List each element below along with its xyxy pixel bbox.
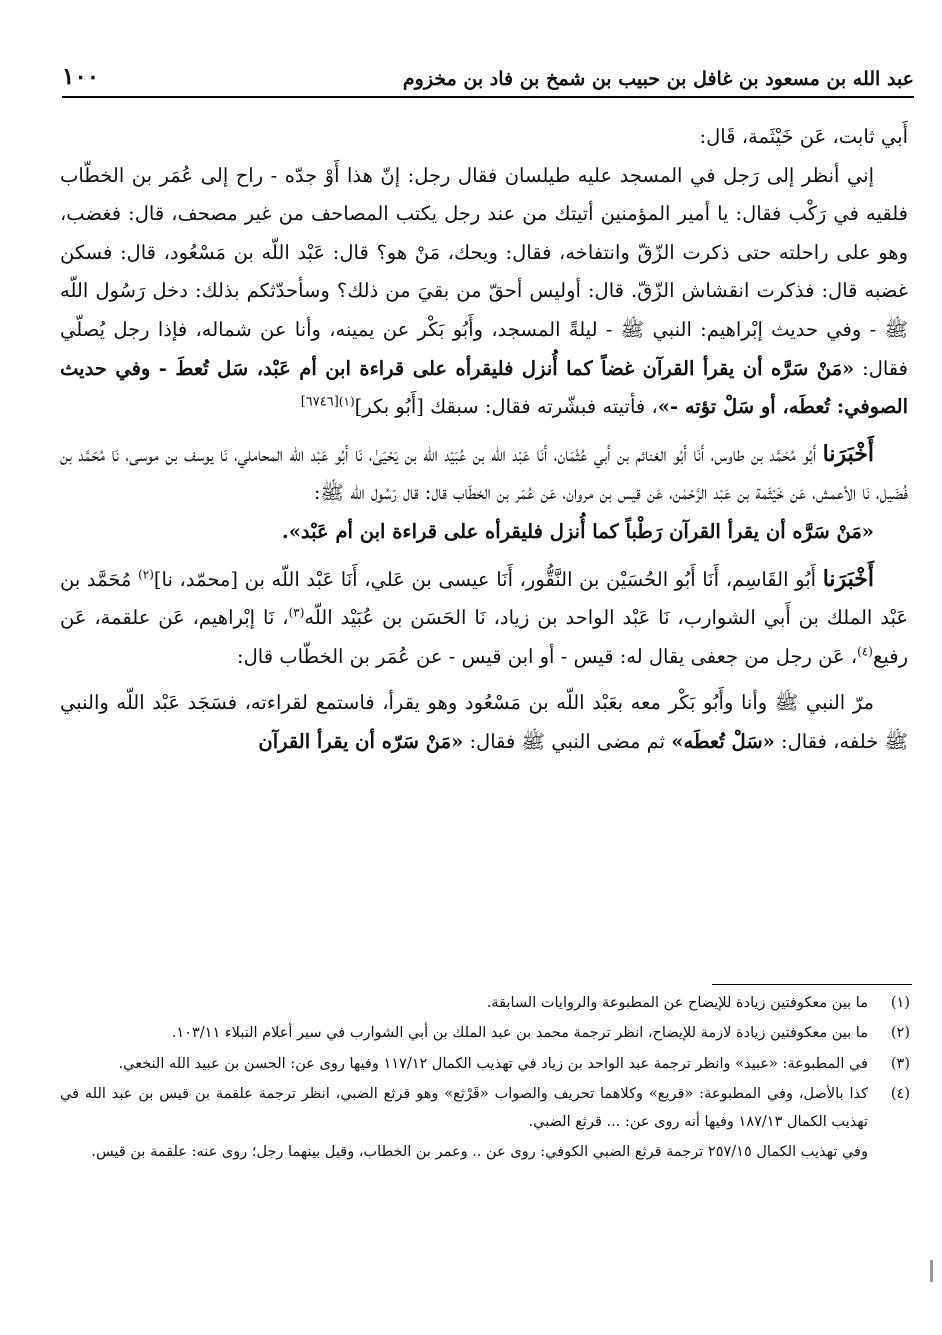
footnote-number: (١) — [890, 995, 910, 1011]
paragraph-1: أَبي ثابت، عَن خَيْثَمة، قَال: — [699, 125, 908, 148]
paragraph-2 — [60, 157, 908, 427]
isnad-lead: أَخْبَرَنا — [822, 565, 875, 592]
hadith-quote: «مَنْ سَرَّه أن يقرأ القرآن غضاً كما أُنزل فليقرأه على قراءة ابن أم عَبْد، سَل تُعطَ - وفي حديث الصوفي: تُعطَه، أو سَلْ تؤته -» — [60, 356, 908, 419]
footnote-text: ما بين معكوفتين زيادة للإيضاح عن المطبوعة والروايات السابقة. — [486, 995, 868, 1011]
footnote-continuation: وفي تهذيب الكمال ٢٥٧/١٥ ترجمة قرثع الضبي الكوفي: روى عن .. وعمر بن الخطاب، وقيل بينهما رجل؛ روى عنه: علقمة بن قيس. — [91, 1144, 868, 1161]
footnote — [60, 1051, 910, 1078]
reference-number: [٦٧٤٦] — [300, 394, 339, 410]
isnad-text-d: ، عَن رجل من جعفى يقال له: قيس - أو ابن قيس - عن عُمَر بن الخطّاب قال: — [237, 644, 858, 668]
footnote — [60, 990, 910, 1017]
footnote-number: (٢) — [890, 1025, 910, 1042]
running-title: عبد الله بن مسعود بن غافل بن حبيب بن شمخ بن فاد بن مخزوم — [402, 68, 914, 90]
footnote-ref-2: (٢) — [138, 567, 154, 582]
footnote-divider — [712, 984, 912, 985]
footnotes — [60, 990, 910, 1166]
isnad-text: أَبُو مُحَمَّد بن طاوس، أَنَا أَبُو الغنائم بن أَبي عُثْمَان، أَنَا عَبْد اللّه بن عُبَيْد اللّه بن يَحْيَىٰ، نَا أَبُو عَبْد اللّه المحاملي، نَا يوسف بن موسى، نَا مُحَمَّد بن فُضَيل، نَا الأعمش، عَن خَيْثَمة بن عَبْد الرَّحْمٰن، عَن قيس بن مروان، عَن عُمَر بن الخطّاب قال: قال رَسُول اللّه ﷺ: — [60, 442, 908, 505]
narration-text: إني أنظر إلى رَجل في المسجد عليه طيلسان فقال رجل: إنّ هذا أَوْ جدّه - راح إلى عُمَر بن الخطّاب فلقيه في رَكْب فقال: يا أمير المؤمنين أتيتك من عند رجل يكتب المصاحف من غير مصحف، قال: فغضب، وهو على راحلته حتى ذكرت الزّقّ وانتفاخه، فقال: ويحك، مَنْ هو؟ قال: عَبْد اللّه بن مَسْعُود، قال: فسكن غضبه قال: فذكرت انقشاش الزّقّ. قال: أوليس أحقّ من بقيَ من ذلك؟ وسأحدّثكم بذلك: دخل رَسُول اللّه ﷺ - وفي حديث إبْراهيم: النبي ﷺ - ليلةً المسجد، وأَبُو بَكْر عن يمينه، وأنا عن شماله، فإذا رجل يُصلّي فقال: — [60, 163, 908, 380]
footnote-ref-1: (١) — [338, 394, 355, 409]
paragraph-6 — [60, 684, 908, 761]
hadith-quote-short: «سَلْ تُعطَه» — [671, 729, 775, 753]
narration-text: مرّ النبي ﷺ وأنا وأَبُو بَكْر معه بعَبْد اللّه بن مَسْعُود وهو يقرأ، فاستمع لقراءته، فسَجَد عَبْد اللّه والنبي ﷺ خلفه، فقال: — [60, 691, 908, 753]
hadith-quote-start: «مَنْ سَرّه أن يقرأ القرآن — [258, 729, 464, 753]
isnad-lead: أَخْبَرَنا — [822, 440, 874, 467]
isnad-text-a: أَبُو القَاسِم، أَنَا أَبُو الحُسَيْن بن النَّقُّور، أَنَا عيسى بن عَلي، أَنَا عَبْد اللّه بن [محمّد، نا] — [153, 567, 823, 591]
footnote-number: (٣) — [890, 1055, 910, 1072]
paragraph-5 — [60, 560, 908, 677]
narration-text-end: ، فأتيته فبشّرته فقال: سبقك [أَبُو بكر] — [354, 395, 658, 419]
narration-text-mid: ثم مضى النبي ﷺ فقال: — [463, 729, 672, 753]
footnote-ref-4: (٤) — [857, 644, 873, 659]
isnad-text-c: ، نَا إبْراهيم، عَن علقمة، عَن رفيع — [60, 606, 908, 668]
footnote-text: ما بين معكوفتين زيادة لازمة للإيضاح، انظر ترجمة محمد بن عبد الملك بن أبي الشوارب في سير أعلام النبلاء ١٠٣/١١. — [171, 1025, 868, 1042]
footnote — [60, 1020, 910, 1047]
footnote — [60, 1081, 910, 1136]
scan-edge-mark — [930, 1260, 933, 1282]
footnote-text: في المطبوعة: «عبيد» وانظر ترجمة عبد الواحد بن زياد في تهذيب الكمال ١١٧/١٢ وفيها روى عن: الحسن بن عبيد الله النخعي. — [118, 1055, 868, 1072]
paragraph-4-hadith: «مَنْ سَرَّه أن يقرأ القرآن رَطْباً كما أُنزل فليقرأه على قراءة ابن أم عَبْد». — [281, 519, 874, 543]
isnad-text-b: مُحَمَّد بن عَبْد الملك بن أَبي الشوارب، نَا عَبْد الواحد بن زياد، نَا الحَسَن بن عُبَيْد اللّه — [60, 567, 908, 630]
paragraph-3 — [60, 435, 908, 513]
page-number: ١٠٠ — [62, 63, 100, 90]
footnote-ref-3: (٣) — [288, 605, 305, 620]
main-text — [60, 118, 908, 762]
footnote-number: (٤) — [890, 1086, 910, 1103]
page-header — [62, 58, 914, 98]
footnote-text: كذا بالأصل، وفي المطبوعة: «قريع» وكلاهما تحريف والصواب «قَرْثع» وهو قرثع الضبي، انظر ترجمة علقمة بن قيس بن عبد الله في تهذيب الكمال ١٨٧/١٣ وفيها أنه روى عن: ... قرثع الضبي. — [60, 1086, 868, 1130]
